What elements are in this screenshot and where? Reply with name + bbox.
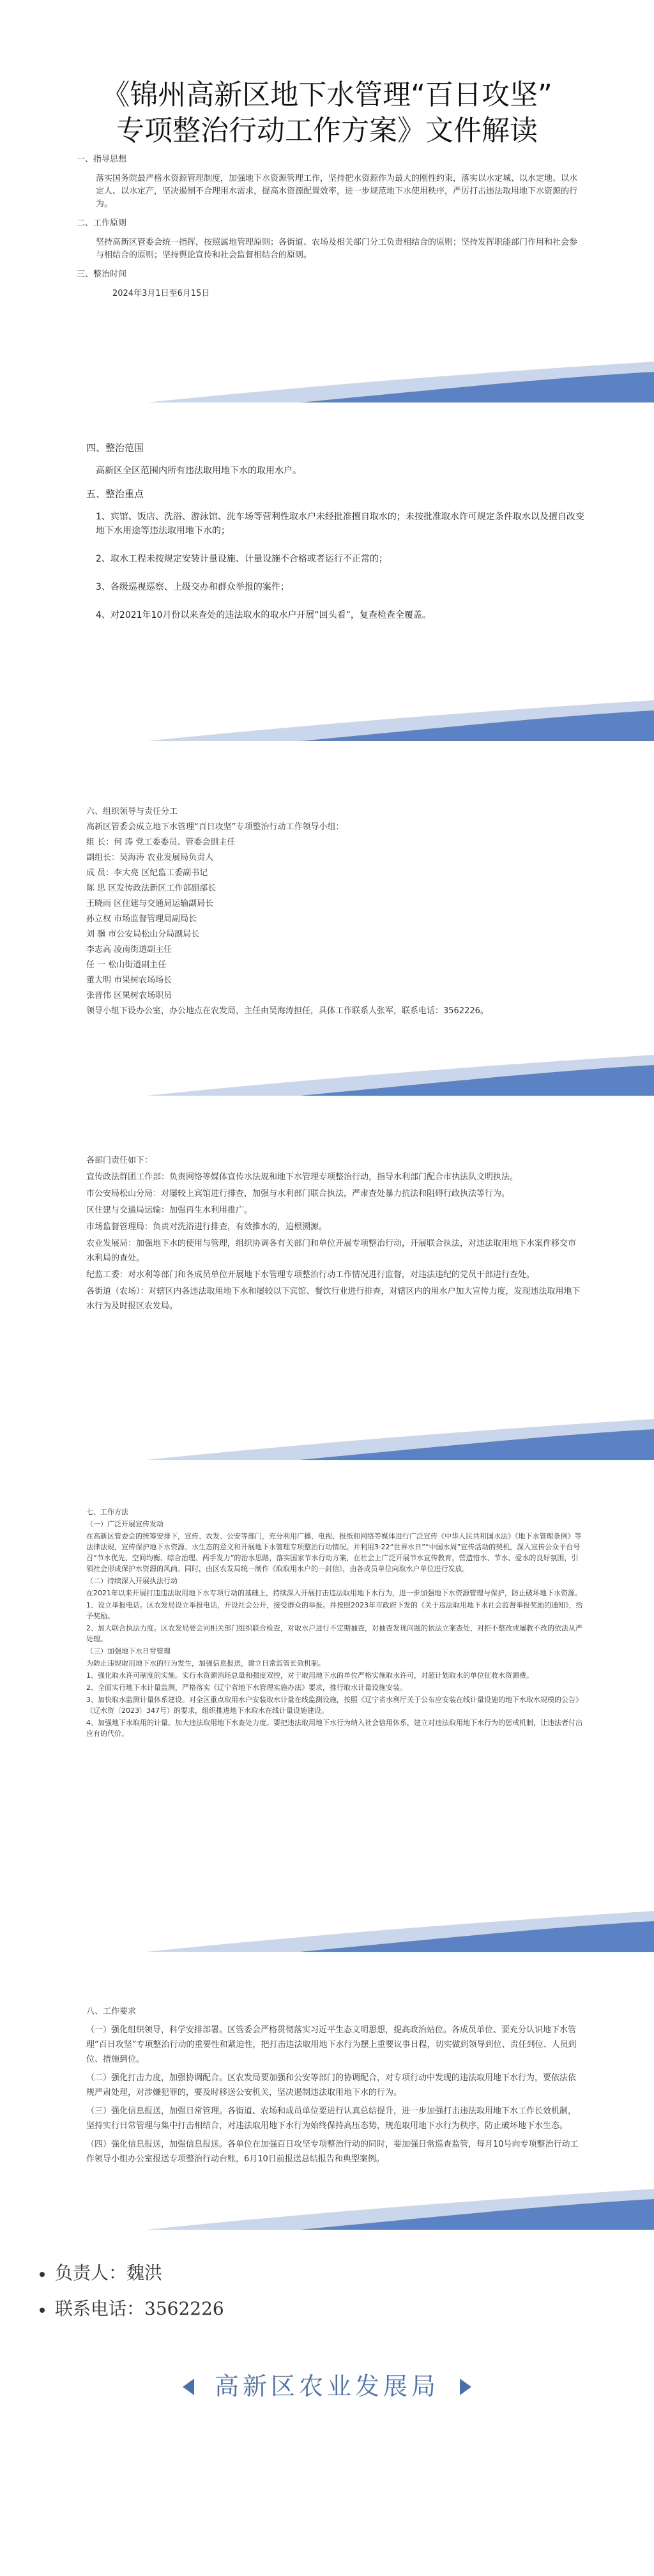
leadership-line: 副组长：吴海涛 农业发展局负责人 bbox=[86, 853, 214, 862]
heading-scope: 四、整治范围 bbox=[86, 442, 144, 454]
paragraph-guiding-thought: 落实国务院最严格水资源管理制度，加强地下水资源管理工作，坚持把水资源作为最大的刚性约束，落实以水定城、以水定地、以水定人、以水定产，坚决遏制不合理用水需求，提高水资源配置效率，进一步规范地下水使用秩序，严厉打击违法取用地下水资源的行为。 bbox=[96, 174, 578, 209]
leadership-line: 任 一 松山街道副主任 bbox=[86, 960, 167, 970]
responsibility-line: 各部门责任如下： bbox=[86, 1156, 153, 1165]
heading-period: 三、整治时间 bbox=[77, 270, 127, 279]
leadership-line: 王晓雨 区住建与交通局运输副局长 bbox=[86, 899, 214, 908]
contact-phone bbox=[40, 2295, 224, 2320]
responsibility-line: 市公安局松山分局：对屡较上宾馆进行排查，加强与水利部门联合执法，严肃查处暴力抗法和阻碍行政执法等行为。 bbox=[86, 1189, 510, 1199]
title-line-2: 专项整治行动工作方案》文件解读 bbox=[116, 114, 538, 148]
requirement-line: （一）强化组织领导，科学安排部署。区管委会严格贯彻落实习近平生态文明思想，提高政治站位。各成员单位、要充分认识地下水管理“百日攻坚”专项整治行动的重要性和紧迫性，把打击违法取用地下水行为摆上重要议事日程，切实做到领导到位、责任到位、人员到位、措施到位。 bbox=[86, 2025, 577, 2064]
responsibility-line: 各街道（农场）：对辖区内各违法取用地下水和屡较以下宾馆、餐饮行业进行排查，对辖区内的用水户加大宣传力度，发现违法取用地下水行为及时报区农发局。 bbox=[86, 1287, 581, 1311]
wave-divider bbox=[0, 1051, 654, 1096]
section-leadership bbox=[0, 805, 654, 1020]
wave-divider bbox=[0, 696, 654, 741]
focus-item: 4、对2021年10月份以来查处的违法取水的取水户开展“回头看”，复查检查全覆盖。 bbox=[96, 610, 431, 620]
leadership-line: 李志高 凌南街道副主任 bbox=[86, 945, 172, 954]
wave-divider bbox=[0, 1415, 654, 1460]
leadership-line: 陈 思 区发传政法新区工作部副部长 bbox=[86, 884, 217, 893]
method-line: 2、加大联合执法力度。区农发局要会同相关部门组织联合检查，对取水户进行不定期抽查，对抽查发现问题的依法立案查处，对拒不整改或屡教不改的依法从严处理。 bbox=[86, 1624, 582, 1643]
footer-org: 高新区农业发展局 bbox=[214, 2372, 439, 2400]
leadership-line: 高新区管委会成立地下水管理“百日攻坚”专项整治行动工作领导小组： bbox=[86, 822, 344, 832]
heading-focus: 五、整治重点 bbox=[86, 488, 144, 500]
wave-divider bbox=[0, 358, 654, 402]
method-line: 为防止违规取用地下水的行为发生，加强信息报送，建立日常监管长效机制。 bbox=[86, 1659, 325, 1667]
leadership-line: 董大明 市果树农场场长 bbox=[86, 976, 172, 985]
wave-divider bbox=[0, 2185, 654, 2230]
footer-banner bbox=[0, 2367, 654, 2405]
requirement-line: 八、工作要求 bbox=[86, 2007, 137, 2016]
triangle-right-icon bbox=[460, 2379, 471, 2395]
method-line: 4、加强地下水取用的计量。加大违法取用地下水查处力度。要把违法取用地下水行为纳入社会信用体系，建立对违法取用地下水行为的惩戒机制，让违法者付出应有的代价。 bbox=[86, 1719, 582, 1738]
section-guiding bbox=[0, 153, 654, 307]
paragraph-scope: 高新区全区范围内所有违法取用地下水的取用水户。 bbox=[96, 466, 301, 476]
method-line: 在高新区管委会的统筹安排下，宣传、农发、公安等部门，充分利用广播、电视、报纸和网络等媒体进行广泛宣传《中华人民共和国水法》《地下水管理条例》等法律法规，宣传保护地下水资源、水生态的意义和开展地下水管理专项整治行动情况。并利用3·22“世界水日”“中国水周”宣传活动的契机，深入宣传公众平台号召“节水优先、空间均衡、综合治理、两手发力”的治水思路，落实国家节水行动方案，在社会上广泛开展节水宣传教育，营造惜水、节水、爱水的良好氛围，引领社会形成保护水资源的风尚。同时，由区农发局统一制作《取取用水户的一封信》，由各成员单位向取水户单位进行发放。 bbox=[86, 1532, 582, 1573]
method-line: 1、强化取水许可制度的实施。实行水资源消耗总量和强度双控，对于取用地下水的单位严格实施取水许可，对超计划取水的单位征收水资源费。 bbox=[86, 1671, 533, 1680]
paragraph-principles: 坚持高新区管委会统一指挥，按照属地管理原则；各街道、农场及相关部门分工负责相结合的原则；坚持发挥职能部门作用和社会参与相结合的原则；坚持舆论宣传和社会监督相结合的原则。 bbox=[96, 238, 578, 260]
method-line: 1、设立举报电话。区农发局设立举报电话，开设社会公开，接受群众的举报。并按照2023年市政府下发的《关于违法取用地下水社会监督举报奖励的通知》，给予奖励。 bbox=[86, 1601, 583, 1620]
leadership-line: 领导小组下设办公室，办公地点在农发局，主任由吴海涛担任，具体工作联系人张军，联系电话：3562226。 bbox=[86, 1006, 489, 1016]
bullet-icon bbox=[40, 2272, 45, 2277]
focus-item: 2、取水工程未按规定安装计量设施、计量设施不合格或者运行不正常的； bbox=[96, 554, 388, 564]
title-line-1: 《锦州高新区地下水管理“百日攻坚” bbox=[102, 79, 552, 112]
bullet-icon bbox=[40, 2308, 45, 2313]
wave-divider bbox=[0, 1907, 654, 1952]
responsibility-line: 农业发展局：加强地下水的使用与管理，组织协调各有关部门和单位开展专项整治行动，开展联合执法，对违法取用地下水案件移交市水利局的查处。 bbox=[86, 1239, 577, 1263]
heading-principles: 二、工作原则 bbox=[77, 218, 127, 228]
requirement-line: （二）强化打击力度，加强协调配合。区农发局要加强和公安等部门的协调配合，对专项行动中发现的违法取用地下水行为，要依法依规严肃处理，对涉嫌犯罪的，要及时移送公安机关，坚决遏制违法取用地下水的行为。 bbox=[86, 2073, 577, 2097]
section-scope bbox=[0, 441, 654, 636]
leadership-line: 六、组织领导与责任分工 bbox=[86, 807, 178, 816]
method-line: （三）加强地下水日常管理 bbox=[86, 1647, 171, 1655]
section-responsibilities bbox=[0, 1153, 654, 1315]
contact-phone-text: 联系电话：3562226 bbox=[55, 2298, 224, 2319]
leadership-line: 孙立权 市场监督管理局副局长 bbox=[86, 914, 197, 924]
leadership-line: 成 员：李大亮 区纪监工委副书记 bbox=[86, 868, 208, 878]
method-line: 2、全面实行地下水计量监测，严格落实《辽宁省地下水管理实施办法》要求，推行取水计量设施安装。 bbox=[86, 1683, 407, 1692]
method-line: （一）广泛开展宣传发动 bbox=[86, 1520, 164, 1528]
responsibility-line: 市场监督管理局：负责对洗浴进行排查，有效推水的，追根溯源。 bbox=[86, 1222, 328, 1232]
method-line: 3、加快取水监测计量体系建设。对全区重点取用水户安装取水计量在线监测设施，按照《辽宁省水利厅关于公布应安装在线计量设施的地下水取水规模的公告》（辽水资〔2023〕347号）的要求，组织推进地下水取水在线计量设施建设。 bbox=[86, 1696, 582, 1715]
leadership-line: 刘 骥 市公安局松山分局副局长 bbox=[86, 930, 200, 939]
responsibility-line: 纪监工委：对水利等部门和各成员单位开展地下水管理专项整治行动工作情况进行监督，对违法违纪的党员干部进行查处。 bbox=[86, 1270, 535, 1280]
contact-person bbox=[40, 2259, 162, 2285]
heading-guiding-thought: 一、指导思想 bbox=[77, 155, 127, 164]
leadership-line: 组 长：何 涛 党工委委员、管委会副主任 bbox=[86, 838, 236, 847]
contact-person-text: 负责人：魏洪 bbox=[55, 2262, 163, 2283]
method-line: （二）持续深入开展执法行动 bbox=[86, 1577, 178, 1585]
section-methods bbox=[0, 1506, 654, 1740]
responsibility-line: 宣传政法群团工作部：负责网络等媒体宣传水法规和地下水管理专项整治行动，指导水利部门配合市执法队文明执法。 bbox=[86, 1172, 519, 1182]
responsibility-line: 区住建与交通局运输：加强再生水利用推广。 bbox=[86, 1206, 253, 1215]
leadership-line: 张晋伟 区果树农场职员 bbox=[86, 991, 172, 1000]
requirement-line: （四）强化信息报送，加强信息报送。各单位在加强百日攻坚专项整治行动的同时，要加强日常巡查监管，每月10号向专项整治行动工作领导小组办公室报送专项整治行动台账，6月10日前报送总结报告和典型案例。 bbox=[86, 2140, 579, 2164]
section-requirements bbox=[0, 2004, 654, 2170]
requirement-line: （三）强化信息报送，加强日常管理。各街道、农场和成员单位要进行认真总结提升，进一步加强打击违法取用地下水工作长效机制，坚持实行日常管理与集中打击相结合，对违法取用地下水行为始终保持高压态势，规范取用地下水行为秩序，防止破坏地下水生态。 bbox=[86, 2106, 577, 2131]
focus-item: 1、宾馆、饭店、洗浴、游泳馆、洗车场等营利性取水户未经批准擅自取水的；未按批准取水许可规定条件取水以及擅自改变地下水用途等违法取用地下水的； bbox=[96, 512, 584, 536]
period-date: 2024年3月1日至6月15日 bbox=[112, 289, 210, 298]
method-line: 七、工作方法 bbox=[86, 1508, 128, 1516]
method-line: 在2021年以来开展打违违法取用地下水专项行动的基础上，持续深入开展打击违法取用地下水行为，进一步加强地下水资源管理与保护，防止破坏地下水资源。 bbox=[86, 1589, 582, 1597]
focus-item: 3、各级巡视巡察、上级交办和群众举报的案件； bbox=[96, 582, 289, 592]
page-title bbox=[0, 77, 654, 149]
